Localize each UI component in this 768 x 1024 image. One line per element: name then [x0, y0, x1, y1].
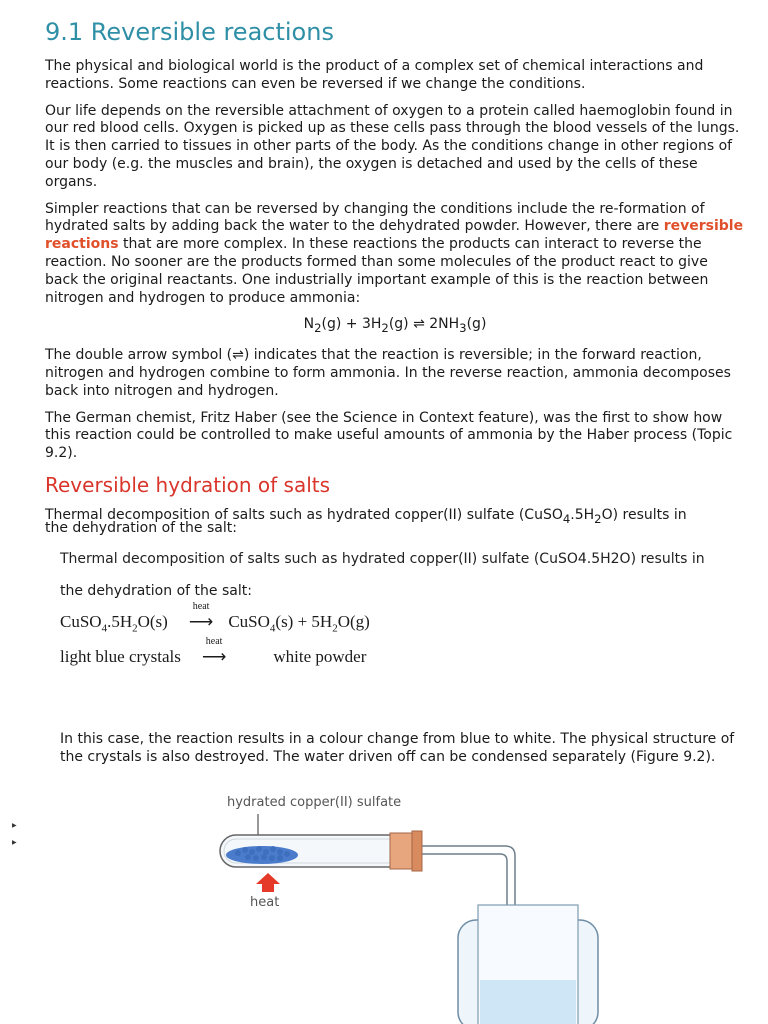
section-body [45, 18, 745, 538]
section-title: 9.1 Reversible reactions [45, 18, 334, 46]
reaction-formula [60, 601, 370, 635]
eq-part: (g) ⇌ 2NH [388, 316, 460, 333]
dehydration-intro: the dehydration of the salt: [60, 583, 252, 599]
heat-label: heat [205, 636, 223, 647]
text: that are more complex. In these reactions the products can interact to reverse the reaction. No sooner are the products formed than some molecules of the product react to give back the original reactants. One industrially important example of this is the reaction between nitrogen and hydrogen to produce ammonia: [45, 236, 709, 306]
eq-part: N [303, 316, 315, 333]
formula-part: (s) + 5H [275, 612, 333, 631]
bullet-marker: ▶ [12, 822, 17, 829]
formula-part: .5H [107, 612, 133, 631]
eq-part: (g) [466, 316, 487, 333]
clipped-line-top: Thermal decomposition of salts such as hydrated copper(II) sulfate (CuSO4.5H2O) results in [60, 551, 705, 567]
ammonia-equation [45, 316, 745, 335]
reaction-words [60, 636, 367, 667]
heat-label: heat [192, 601, 210, 612]
eq-sub: 2 [381, 321, 389, 336]
bullet-marker: ▶ [12, 839, 17, 846]
text-sub: 2 [594, 511, 602, 526]
beaker-icon [458, 905, 598, 1024]
test-tube-icon [220, 835, 420, 867]
paragraph-double-arrow: The double arrow symbol (⇌) indicates that the reaction is reversible; in the forward reaction, nitrogen and hydrogen combine to form ammonia. In the reverse reaction, ammonia decomposes back into nitrogen and hydrogen. [45, 347, 731, 399]
eq-sub: 2 [314, 321, 322, 336]
text: .5H [570, 506, 595, 523]
formula-part: CuSO [228, 612, 270, 631]
reactant-description: light blue crystals [60, 647, 181, 666]
delivery-tube-icon [422, 846, 515, 1020]
figure-label-heat: heat [250, 895, 280, 910]
formula-part: CuSO [60, 612, 102, 631]
paragraph-intro: The physical and biological world is the product of a complex set of chemical interactions and reactions. Some reactions can even be reversed if we change the conditions. [45, 58, 704, 92]
formula-sub: 2 [332, 622, 338, 635]
formula-sub: 4 [269, 622, 276, 635]
eq-part: (g) + 3H [321, 316, 382, 333]
formula-sub: 2 [132, 622, 138, 635]
heat-arrow-icon [256, 873, 280, 892]
figure-label-hydrated: hydrated copper(II) sulfate [227, 795, 402, 810]
page-bottom [0, 551, 768, 1024]
clipped-line: the dehydration of the salt: [45, 520, 237, 536]
text: Simpler reactions that can be reversed by changing the conditions include the re-formation of hydrated salts by adding back the water to the dehydrated powder. However, there are [45, 200, 705, 235]
formula-part: O(g) [337, 612, 370, 631]
formula-part: O(s) [137, 612, 168, 631]
text: O) results in [601, 506, 687, 523]
crystals-icon [226, 846, 298, 864]
text-sub: 4 [562, 511, 571, 526]
eq-sub: 3 [459, 321, 467, 336]
paragraph-haemoglobin: Our life depends on the reversible attachment of oxygen to a protein called haemoglobin found in our red blood cells. Oxygen is picked up as these cells pass through the blood vessels of the lungs. It is then carried to tissues in other parts of the body. As the conditions change in other regions of our body (e.g. the muscles and brain), the oxygen is detached and used by the cells of these organs. [45, 102, 740, 190]
product-description: white powder [273, 647, 367, 666]
keyword-reversible-reactions: reversible reactions [45, 218, 744, 253]
paragraph-colour-change: In this case, the reaction results in a colour change from blue to white. The physical structure of the crystals is also destroyed. The water driven off can be condensed separately (Figure 9.2). [60, 731, 735, 765]
formula-sub: 4 [101, 622, 108, 635]
bung-icon [390, 831, 422, 871]
paragraph-reversible [45, 201, 745, 308]
heat-arrow: heat ⟶ [199, 647, 229, 667]
heat-arrow: heat ⟶ [186, 612, 216, 632]
subsection-title: Reversible hydration of salts [45, 472, 331, 497]
paragraph-haber: The German chemist, Fritz Haber (see the Science in Context feature), was the first to show how this reaction could be controlled to make useful amounts of ammonia by the Haber process (Topic 9.2). [45, 409, 733, 462]
text: Thermal decomposition of salts such as hydrated copper(II) sulfate (CuSO [45, 506, 563, 523]
